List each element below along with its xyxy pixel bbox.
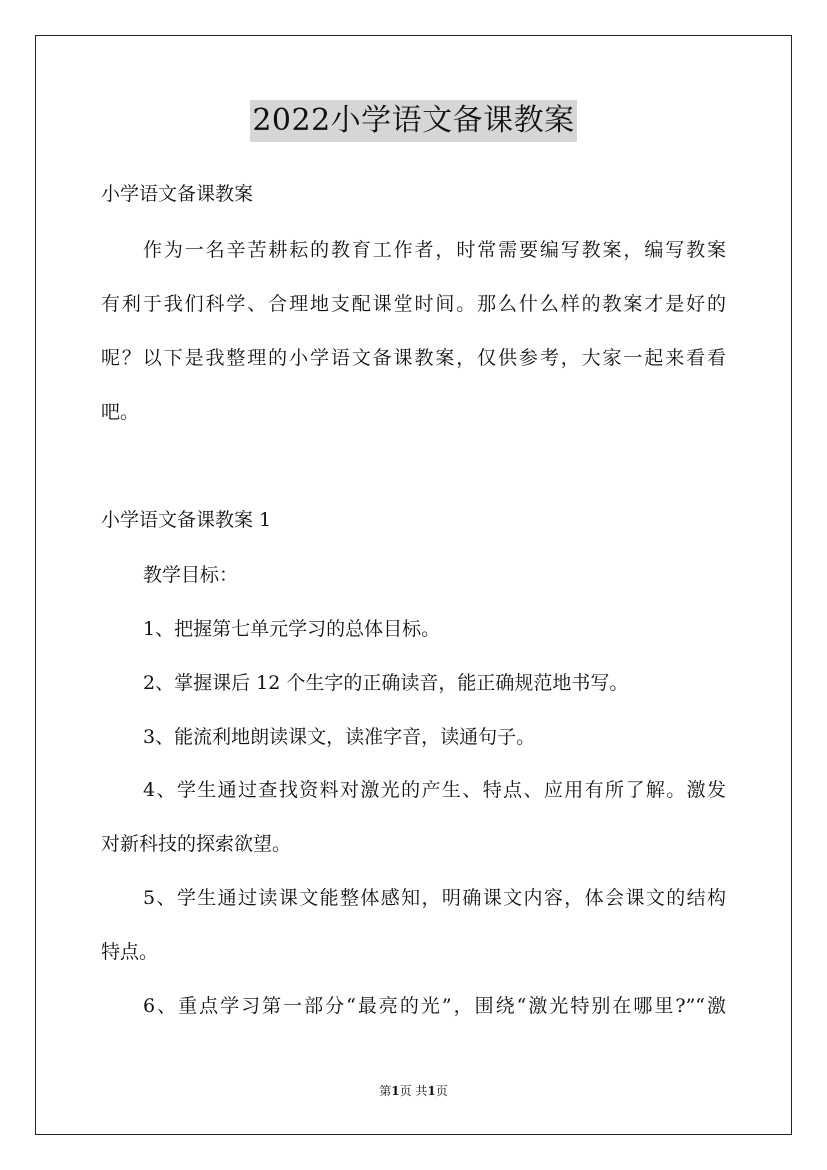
objective-item-6: 6、重点学习第一部分“最亮的光”，围绕“激光特别在哪里?”“激 <box>143 995 726 1017</box>
objective-item-5: 5、学生通过读课文能整体感知，明确课文内容，体会课文的结构 <box>143 887 726 909</box>
objectives-label: 教学目标： <box>143 564 239 586</box>
footer-page-prefix: 第 <box>379 1084 392 1098</box>
document-heading: 小学语文备课教案 <box>101 183 254 205</box>
intro-line-4: 吧。 <box>101 401 140 423</box>
objective-item-2: 2、掌握课后 12 个生字的正确读音，能正确规范地书写。 <box>143 672 629 694</box>
title-container <box>0 100 827 142</box>
document-title: 2022小学语文备课教案 <box>250 100 576 142</box>
intro-line-2: 有利于我们科学、合理地支配课堂时间。那么什么样的教案才是好的 <box>101 293 726 315</box>
footer-page-mid: 页 共 <box>399 1084 428 1098</box>
intro-line-3: 呢？以下是我整理的小学语文备课教案，仅供参考，大家一起来看看 <box>101 347 726 369</box>
page-footer <box>0 1083 827 1099</box>
objective-item-4-cont: 对新科技的探索欲望。 <box>101 833 292 855</box>
intro-line-1: 作为一名辛苦耕耘的教育工作者，时常需要编写教案，编写教案 <box>143 239 726 261</box>
objective-item-1: 1、把握第七单元学习的总体目标。 <box>143 618 441 640</box>
objective-item-5-cont: 特点。 <box>101 941 159 963</box>
footer-page-suffix: 页 <box>435 1084 448 1098</box>
objective-item-4: 4、学生通过查找资料对激光的产生、特点、应用有所了解。激发 <box>143 779 726 801</box>
footer-page-total: 1 <box>427 1084 436 1098</box>
section-title: 小学语文备课教案 1 <box>101 509 272 531</box>
objective-item-3: 3、能流利地朗读课文，读准字音，读通句子。 <box>143 726 536 748</box>
footer-page-number: 1 <box>391 1084 400 1098</box>
